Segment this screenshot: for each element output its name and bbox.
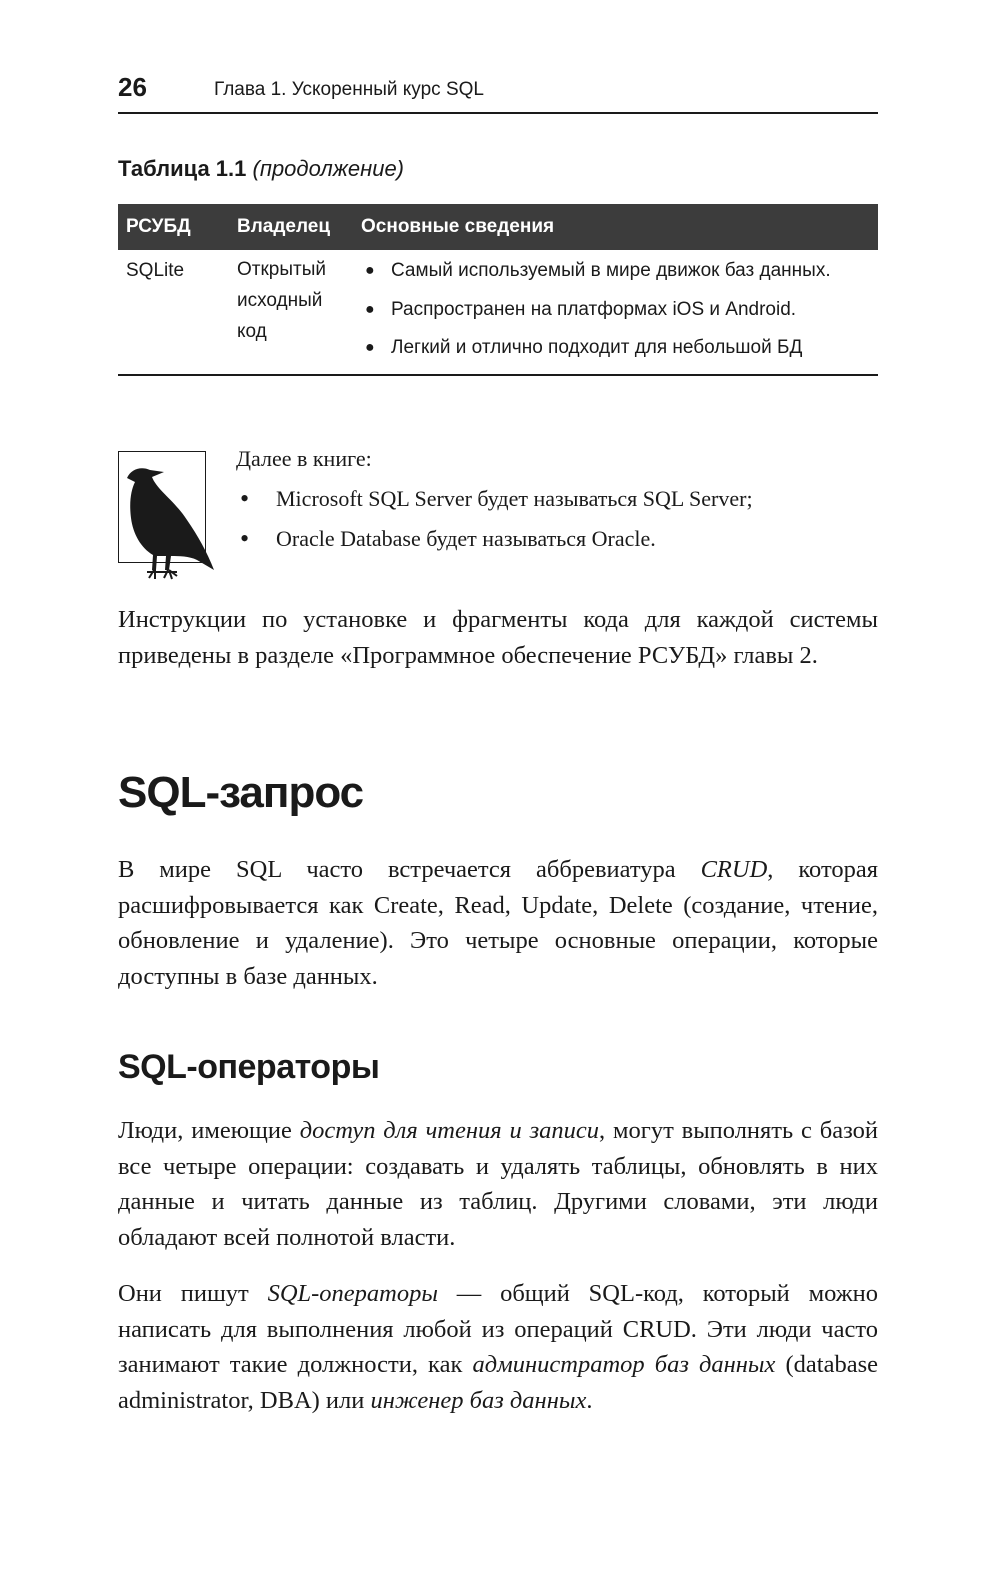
note-block [118, 446, 878, 576]
text-run: , могут выполнять с базой все четыре операции: создавать и удалять таблицы, обновлять в них данные и читать данные из таблиц. Другими словами, эти люди обладают всей полнотой власти. [118, 1117, 878, 1251]
crow-icon [119, 452, 219, 584]
details-item: ● Распространен на платформах iOS и Android. [361, 299, 831, 338]
emphasis-data-engineer: инженер баз данных [370, 1386, 587, 1414]
dbms-table [118, 204, 878, 376]
section-heading-statements: SQL-операторы [118, 1048, 380, 1086]
cell-dbms: SQLite [126, 260, 185, 281]
column-header-details: Основные сведения [361, 216, 555, 237]
statements-paragraph-2 [118, 1276, 878, 1418]
table-caption-suffix: (продолжение) [252, 156, 405, 181]
table-header-row [118, 204, 878, 250]
note-intro: Далее в книге: [236, 446, 372, 471]
emphasis-read-write: доступ для чтения и записи [299, 1117, 600, 1144]
statements-paragraph-1 [118, 1113, 878, 1255]
text-run: , которая расшифровывается как Create, Read, Update, Delete (создание, чтение, обновление и удаление). Это четыре основные операции, которые доступны в базе данных. [118, 856, 878, 990]
emphasis-sql-statements: SQL-операторы [267, 1280, 438, 1307]
note-list [236, 486, 753, 566]
note-frame [118, 451, 206, 563]
details-list [361, 260, 831, 376]
note-item: • Oracle Database будет называться Oracle. [236, 526, 753, 566]
note-text [236, 446, 753, 566]
page-header [118, 68, 878, 114]
table-caption [118, 156, 404, 182]
page-number: 26 [118, 72, 147, 102]
emphasis-dba: администратор баз данных [472, 1351, 776, 1378]
section-heading-query: SQL-запрос [118, 768, 364, 817]
column-header-dbms: РСУБД [126, 216, 191, 237]
text-run: — общий SQL-код, который можно написать для выполнения любой из операций CRUD. Эти люди часто занимают такие должности, как [118, 1280, 879, 1378]
cell-owner: Открытый исходный код [237, 259, 326, 342]
text-run: (database administrator, DBA) или [118, 1351, 878, 1414]
text-run: Они пишут [118, 1280, 268, 1307]
details-item: ● Самый используемый в мире движок баз данных. [361, 260, 831, 299]
text-run: В мире SQL часто встречается аббревиатура [118, 856, 701, 883]
running-title: Глава 1. Ускоренный курс SQL [214, 79, 484, 100]
details-item: ● Легкий и отлично подходит для небольшой БД [361, 337, 831, 376]
install-paragraph: Инструкции по установке и фрагменты кода для каждой системы приведены в разделе «Программное обеспечение РСУБД» главы 2. [118, 606, 878, 669]
table-caption-label: Таблица 1.1 [118, 156, 247, 181]
note-item: • Microsoft SQL Server будет называться SQL Server; [236, 486, 753, 526]
text-run: Люди, имеющие [118, 1117, 300, 1144]
query-paragraph [118, 852, 878, 994]
text-run: . [586, 1386, 593, 1414]
emphasis-crud: CRUD [700, 856, 768, 883]
column-header-owner: Владелец [237, 216, 331, 237]
table-row [118, 250, 878, 376]
